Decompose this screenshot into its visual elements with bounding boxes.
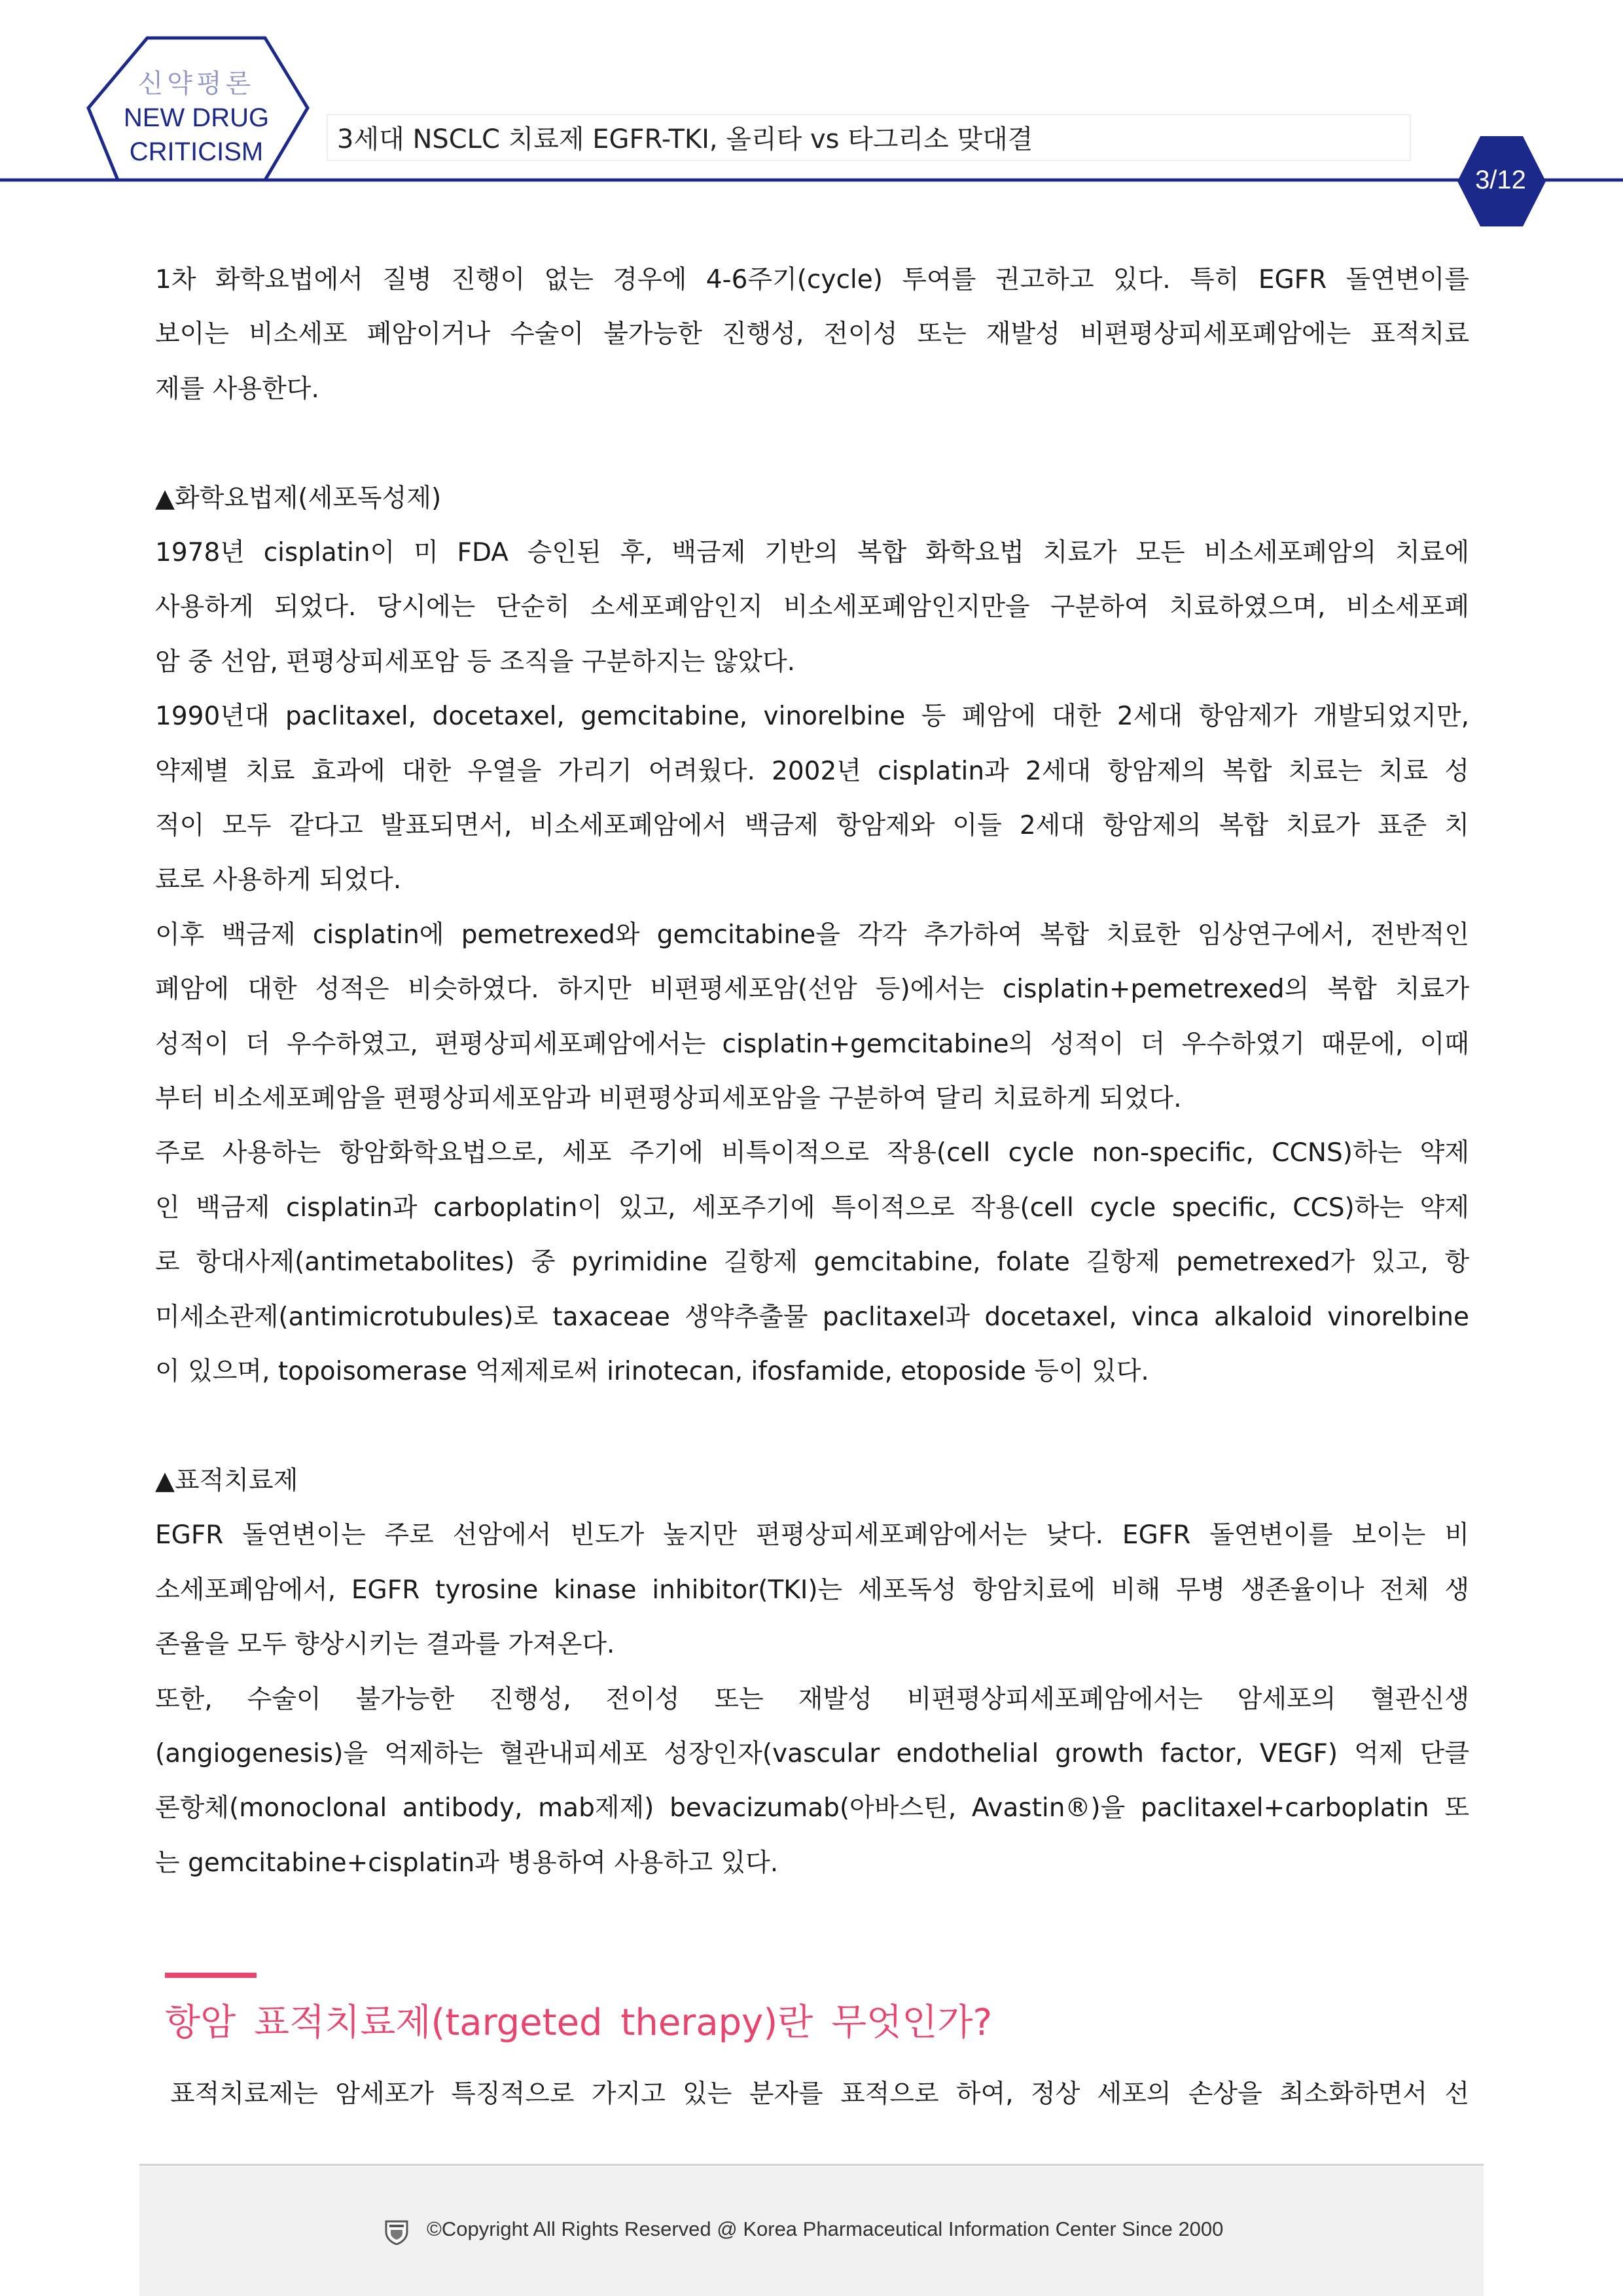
document-title: 3세대 NSCLC 치료제 EGFR-TKI, 올리타 vs 타그리소 맞대결 bbox=[337, 124, 1033, 154]
chemo-heading: ▲화학요법제(세포독성제) bbox=[155, 483, 442, 513]
section-first-line: 표적치료제는 암세포가 특징적으로 가지고 있는 분자를 표적으로 하여, 정상 세포의 손상을 최소화하면서 선 bbox=[170, 2079, 1469, 2109]
article-body bbox=[155, 253, 1469, 1890]
logo-english-line2: CRITICISM bbox=[129, 137, 264, 166]
text-line: 폐암에 대한 성적은 비슷하였다. 하지만 비편평세포암(선암 등)에서는 cisplatin+pemetrexed의 복합 치료가 bbox=[155, 975, 1469, 1005]
text-line: 약제별 치료 효과에 대한 우열을 가리기 어려웠다. 2002년 cisplatin과 2세대 항암제의 복합 치료는 치료 성 bbox=[155, 756, 1469, 786]
crest-icon bbox=[383, 2217, 410, 2245]
text-line: 로 항대사제(antimetabolites) 중 pyrimidine 길항제 gemcitabine, folate 길항제 pemetrexed가 있고, 항 bbox=[155, 1247, 1469, 1278]
logo-korean: 신약평론 bbox=[137, 69, 255, 99]
text-line: 인 백금제 cisplatin과 carboplatin이 있고, 세포주기에 특이적으로 작용(cell cycle specific, CCS)하는 약제 bbox=[155, 1193, 1469, 1223]
copyright-text: ©Copyright All Rights Reserved @ Korea Pharmaceutical Information Center Since 2000 bbox=[427, 2217, 1224, 2240]
text-line: 1990년대 paclitaxel, docetaxel, gemcitabine, vinorelbine 등 폐암에 대한 2세대 항암제가 개발되었지만, bbox=[155, 702, 1469, 732]
text-line: 미세소관제(antimicrotubules)로 taxaceae 생약추출물 paclitaxel과 docetaxel, vinca alkaloid vinorelbine bbox=[155, 1302, 1469, 1332]
text-line: 론항체(monoclonal antibody, mab제제) bevacizumab(아바스틴, Avastin®)을 paclitaxel+carboplatin 또 bbox=[155, 1793, 1469, 1823]
text-line: 이후 백금제 cisplatin에 pemetrexed와 gemcitabine을 각각 추가하여 복합 치료한 임상연구에서, 전반적인 bbox=[155, 920, 1469, 950]
text-line: 또한, 수술이 불가능한 진행성, 전이성 또는 재발성 비편평상피세포폐암에서는 암세포의 혈관신생 bbox=[155, 1684, 1469, 1714]
text-line: 는 gemcitabine+cisplatin과 병용하여 사용하고 있다. bbox=[155, 1848, 779, 1878]
text-line: 주로 사용하는 항암화학요법으로, 세포 주기에 비특이적으로 작용(cell cycle non-specific, CCNS)하는 약제 bbox=[155, 1138, 1469, 1168]
text-line: 성적이 더 우수하였고, 편평상피세포폐암에서는 cisplatin+gemcitabine의 성적이 더 우수하였기 때문에, 이때 bbox=[155, 1029, 1469, 1059]
text-line: 부터 비소세포폐암을 편평상피세포암과 비편평상피세포암을 구분하여 달리 치료하게 되었다. bbox=[155, 1084, 1182, 1114]
section-accent-bar bbox=[165, 1973, 257, 1978]
text-line: 사용하게 되었다. 당시에는 단순히 소세포폐암인지 비소세포폐암인지만을 구분하여 치료하였으며, 비소세포폐 bbox=[155, 592, 1469, 622]
text-line: 소세포폐암에서, EGFR tyrosine kinase inhibitor(TKI)는 세포독성 항암치료에 비해 무병 생존율이나 전체 생 bbox=[155, 1575, 1469, 1605]
text-line: 1차 화학요법에서 질병 진행이 없는 경우에 4-6주기(cycle) 투여를 권고하고 있다. 특히 EGFR 돌연변이를 bbox=[155, 265, 1469, 295]
text-line: EGFR 돌연변이는 주로 선암에서 빈도가 높지만 편평상피세포폐암에서는 낮다. EGFR 돌연변이를 보이는 비 bbox=[155, 1520, 1469, 1551]
text-line: 이 있으며, topoisomerase 억제제로써 irinotecan, ifosfamide, etoposide 등이 있다. bbox=[155, 1357, 1149, 1387]
text-line: 료로 사용하게 되었다. bbox=[155, 865, 402, 895]
section-title: 항암 표적치료제(targeted therapy)란 무엇인가? bbox=[165, 2001, 993, 2044]
text-line: 제를 사용한다. bbox=[155, 374, 319, 404]
target-heading: ▲표적치료제 bbox=[155, 1465, 298, 1496]
text-line: 1978년 cisplatin이 미 FDA 승인된 후, 백금제 기반의 복합 화학요법 치료가 모든 비소세포폐암의 치료에 bbox=[155, 538, 1469, 568]
text-line: 보이는 비소세포 폐암이거나 수술이 불가능한 진행성, 전이성 또는 재발성 비편평상피세포폐암에는 표적치료 bbox=[155, 319, 1469, 350]
logo-english-line1: NEW DRUG bbox=[123, 103, 270, 132]
text-line: 암 중 선암, 편평상피세포암 등 조직을 구분하지는 않았다. bbox=[155, 647, 796, 677]
text-line: (angiogenesis)을 억제하는 혈관내피세포 성장인자(vascular endothelial growth factor, VEGF) 억제 단클 bbox=[155, 1738, 1469, 1768]
text-line: 존율을 모두 향상시키는 결과를 가져온다. bbox=[155, 1630, 615, 1660]
page-number: 3/12 bbox=[1475, 166, 1526, 194]
text-line: 적이 모두 같다고 발표되면서, 비소세포폐암에서 백금제 항암제와 이들 2세대 항암제의 복합 치료가 표준 치 bbox=[155, 811, 1469, 841]
